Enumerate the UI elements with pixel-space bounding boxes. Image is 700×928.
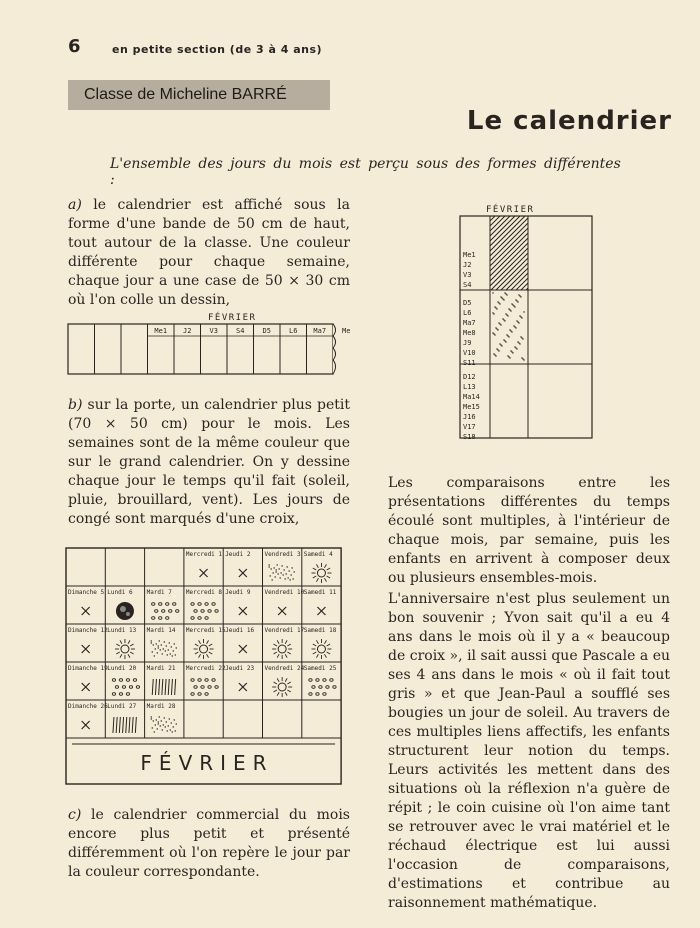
vertical-calendar-grid [460, 216, 592, 441]
door-day-label: Samedi 18 [303, 627, 337, 634]
strip-day-label: S4 [236, 327, 245, 335]
cross-icon [239, 645, 247, 653]
page-number: 6 [68, 36, 81, 57]
cross-icon [82, 721, 90, 729]
sun-icon [194, 639, 214, 659]
rain-icon [191, 679, 218, 696]
dotted-fill [492, 292, 524, 360]
vertical-day-label: Me1 [463, 251, 476, 259]
cross-icon [278, 607, 286, 615]
vertical-day-label: J9 [463, 339, 472, 347]
door-day-label: Lundi 20 [107, 665, 137, 672]
vertical-day-label: D12 [463, 373, 476, 381]
vertical-day-label: V10 [463, 349, 476, 357]
cross-icon [239, 569, 247, 577]
door-day-label: Dimanche 12 [68, 627, 108, 634]
vertical-day-label: J16 [463, 413, 476, 421]
right-paragraph-1: Les comparaisons entre les présentations différentes du temps écoulé sont multiples, à l'intérieur de chaque mois, par semaine, puis les enfants en arrivent à composer deux ou plusieurs ensembles-mois. [388, 475, 670, 586]
right-paragraph-2: L'anniversaire n'est plus seulement un bon souvenir ; Yvon sait qu'il a eu 4 ans dans le mois où il y a « beaucoup de croix », il sait aussi que Pascale a eu ses 4 ans dans le mois « où il fait tout gris » et que Jean-Paul a soufflé ses bougies un jour de soleil. Au travers de ces multiples liens affectifs, les enfants structurent leur notion du temps. Leurs activités les mettent dans des situations où la réflexion n'a guère de répit ; le coin cuisine où l'on aime tant se retrouver avec le vrai matériel et le réchaud électrique est lui aussi l'occasion de comparaisons, d'estimations et contribue au raisonnement mathématique. [388, 591, 670, 911]
paragraph-b-text: sur la porte, un calendrier plus petit (70 × 50 cm) pour le mois. Les semaines sont de la même couleur que sur le grand calendrier. On y dessine chaque jour le temps qu'il fait (soleil, pluie, brouillard, vent). Les jours de congé sont marqués d'une croix, [68, 397, 351, 527]
vertical-calendar-month: FÉVRIER [486, 205, 535, 215]
vertical-day-label: Ma7 [463, 319, 476, 327]
cross-icon [82, 683, 90, 691]
door-day-label: Samedi 4 [303, 551, 333, 558]
door-day-label: Mardi 14 [146, 627, 176, 634]
vertical-day-label: L6 [463, 309, 472, 317]
running-head: en petite section (de 3 à 4 ans) [112, 43, 323, 56]
page-title: Le calendrier [466, 106, 672, 136]
vertical-day-label: D5 [463, 299, 472, 307]
vertical-day-label: Me15 [463, 403, 480, 411]
door-day-label: Mercredi 15 [185, 627, 226, 634]
vertical-day-label: V3 [463, 271, 472, 279]
door-day-label: Dimanche 26 [68, 703, 108, 710]
wind-icon [113, 717, 136, 733]
cross-icon [317, 607, 325, 615]
door-calendar-grid [66, 548, 341, 784]
fog-icon [151, 640, 177, 656]
paragraph-b [68, 396, 350, 529]
sun-icon [272, 677, 292, 697]
vertical-day-label: S18 [463, 433, 476, 441]
vertical-day-label: J2 [463, 261, 472, 269]
strip-calendar-figure [66, 308, 356, 380]
vertical-day-label: L13 [463, 383, 476, 391]
class-label-box [68, 80, 330, 110]
strip-day-label: Me1 [154, 327, 168, 335]
fog-icon [151, 716, 177, 732]
door-calendar-figure [64, 546, 350, 790]
door-day-label: Mardi 7 [146, 589, 172, 596]
strip-day-label: J2 [183, 327, 192, 335]
paragraph-a-text: le calendrier est affiché sous la forme d'une bande de 50 cm de haut, tout autour de la classe. Une couleur différente pour chaque semaine, chaque jour a une case de 50 × 30 cm où l'on colle un dessin, [68, 197, 350, 308]
strip-day-label: D5 [262, 327, 271, 335]
vertical-day-label: S11 [463, 359, 476, 367]
paragraph-b-marker: b) [68, 397, 83, 413]
rain-icon [191, 603, 218, 620]
door-day-label: Dimanche 5 [68, 589, 105, 596]
strip-day-label: L6 [289, 327, 298, 335]
strip-month: FÉVRIER [208, 313, 257, 323]
door-day-label: Jeudi 16 [225, 627, 255, 634]
door-day-label: Dimanche 19 [68, 665, 108, 672]
door-day-label: Mardi 28 [146, 703, 176, 710]
cross-icon [239, 683, 247, 691]
rain-icon [309, 679, 336, 696]
paragraph-c [68, 806, 350, 882]
paragraph-c-marker: c) [68, 807, 82, 823]
cross-icon [200, 569, 208, 577]
strip-grid [68, 324, 350, 374]
door-day-label: Mardi 21 [146, 665, 176, 672]
door-day-label: Jeudi 9 [225, 589, 251, 596]
door-day-label: Vendredi 3 [264, 551, 301, 558]
door-day-label: Lundi 6 [107, 589, 133, 596]
hatch-fill [490, 216, 528, 290]
intro-text: L'ensemble des jours du mois est perçu sous des formes différentes : [110, 156, 621, 188]
door-day-label: Lundi 27 [107, 703, 137, 710]
paragraph-c-text: le calendrier commercial du mois encore plus petit et présenté différemment où l'on repère le jour par la couleur correspondante. [68, 807, 350, 880]
sun-icon [272, 639, 292, 659]
door-day-label: Lundi 13 [107, 627, 137, 634]
strip-day-label: Me [342, 327, 351, 335]
paragraph-a [68, 196, 350, 310]
cross-icon [82, 607, 90, 615]
door-day-label: Mercredi 1 [185, 551, 223, 558]
vertical-day-label: V17 [463, 423, 476, 431]
vertical-calendar-figure [456, 200, 596, 442]
fog-icon [268, 564, 294, 580]
rain-icon [112, 679, 139, 696]
cross-icon [82, 645, 90, 653]
sun-icon [311, 639, 331, 659]
door-calendar-month: FÉVRIER [140, 751, 274, 775]
cloud-icon [116, 602, 134, 620]
door-day-label: Vendredi 17 [264, 627, 305, 634]
vertical-day-label: Ma14 [463, 393, 480, 401]
strip-day-label: Ma7 [313, 327, 327, 335]
vertical-day-label: S4 [463, 281, 472, 289]
door-day-label: Vendredi 24 [264, 665, 305, 672]
door-day-label: Jeudi 2 [225, 551, 251, 558]
door-day-label: Vendredi 10 [264, 589, 305, 596]
door-day-label: Jeudi 23 [225, 665, 255, 672]
vertical-day-label: Me8 [463, 329, 476, 337]
strip-day-label: V3 [209, 327, 218, 335]
strip-torn-edge [333, 324, 336, 374]
wind-icon [152, 679, 175, 695]
sun-icon [311, 563, 331, 583]
sun-icon [115, 639, 135, 659]
door-day-label: Samedi 11 [303, 589, 337, 596]
door-day-label: Mercredi 8 [185, 589, 223, 596]
paragraph-a-marker: a) [68, 197, 82, 213]
rain-icon [152, 603, 179, 620]
door-day-label: Samedi 25 [303, 665, 337, 672]
door-day-label: Mercredi 22 [185, 665, 226, 672]
cross-icon [239, 607, 247, 615]
class-label: Classe de Micheline BARRÉ [84, 86, 287, 103]
